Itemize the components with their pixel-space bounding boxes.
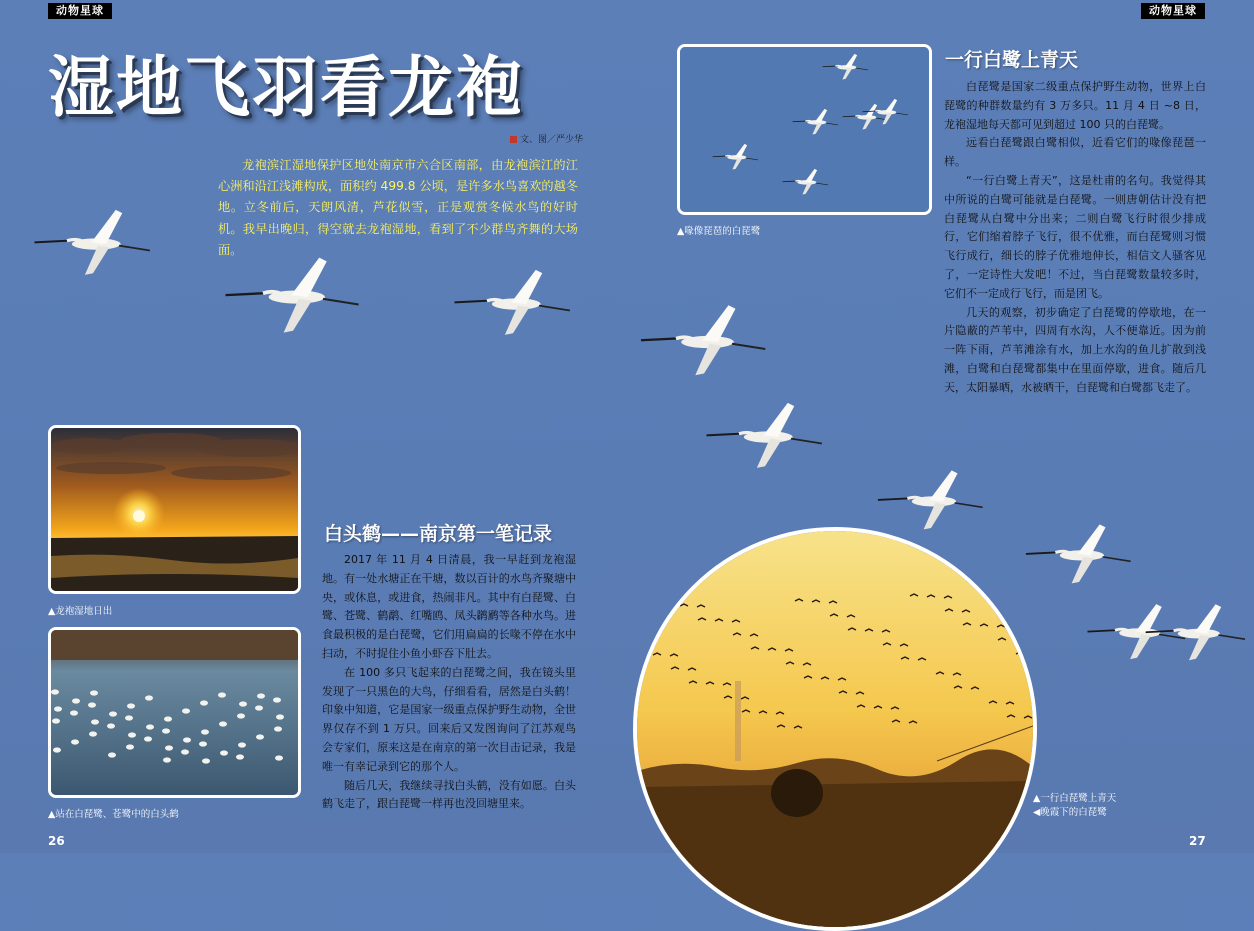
wader-bird-icon — [256, 734, 264, 739]
wader-bird-icon — [52, 718, 60, 723]
section2-body — [944, 78, 1206, 398]
article-credit — [510, 132, 583, 145]
caption-circle-2: ◀晚霞下的白琵鹭 — [1033, 807, 1107, 818]
wader-bird-icon — [237, 713, 245, 718]
caption-spoonbill: ▲喙像琵琶的白琵鹭 — [677, 226, 761, 237]
photo-spoonbill — [677, 44, 932, 215]
wader-bird-icon — [218, 692, 226, 697]
wader-bird-icon — [202, 758, 210, 763]
photo-sunset-circle — [633, 527, 1037, 931]
distant-bird-icon — [679, 591, 687, 593]
spoonbill-bird-icon — [1140, 600, 1252, 666]
wader-bird-icon — [239, 701, 247, 706]
wader-bird-icon — [275, 755, 283, 760]
page-number-left: 26 — [48, 834, 65, 848]
wader-bird-icon — [128, 732, 136, 737]
wader-bird-icon — [89, 731, 97, 736]
wader-bird-icon — [144, 736, 152, 741]
caption-crane: ▲站在白琵鹭、苍鹭中的白头鹤 — [48, 809, 179, 820]
spoonbill-bird-icon — [872, 466, 990, 535]
distant-bird-icon — [662, 590, 670, 592]
wader-bird-icon — [53, 747, 61, 752]
page-number-right: 27 — [1189, 834, 1206, 848]
wader-bird-icon — [163, 757, 171, 762]
section2-paragraph: 几天的观察，初步确定了白琵鹭的停歇地，在一片隐蔽的芦苇中，四周有水沟，人不便靠近。因为前一阵下雨，芦苇滩涂有水，加上水沟的鱼儿扩散到浅滩，白鹭和白琵鹭都集中在里面停歇，进食。随后几天，太阳暴晒，水被晒干，白琵鹭和白鹭都飞走了。 — [944, 305, 1206, 394]
wader-bird-icon — [165, 745, 173, 750]
wader-bird-icon — [107, 723, 115, 728]
wader-bird-icon — [72, 698, 80, 703]
credit-text: 文、图／严少华 — [520, 135, 584, 145]
wader-bird-icon — [126, 744, 134, 749]
section2-paragraph: 远看白琵鹭跟白鹭相似，近看它们的喙像琵琶一样。 — [944, 136, 1206, 169]
section1-heading: 白头鹤——南京第一笔记录 — [324, 523, 553, 545]
wader-bird-icon — [183, 737, 191, 742]
wader-bird-icon — [125, 715, 133, 720]
section-tag-right: 动物星球 — [1141, 3, 1205, 19]
wader-bird-icon — [255, 705, 263, 710]
wader-bird-icon — [238, 742, 246, 747]
article-lead: 龙袍滨江湿地保护区地处南京市六合区南部，由龙袍滨江的江心洲和沿江浅滩构成，面积约 499.8 公顷，是许多水鸟喜欢的越冬地。立冬前后，天朗风清，芦花似雪，正是观赏冬候水鸟的好时机。我早出晚归，得空就去龙袍湿地，看到了不少群鸟齐舞的大场面。 — [218, 158, 578, 257]
wader-bird-icon — [109, 711, 117, 716]
photo-crane — [48, 627, 301, 798]
wader-bird-icon — [182, 708, 190, 713]
sunrise-image — [51, 428, 298, 591]
spoonbill-bird-icon — [448, 265, 578, 341]
wader-bird-icon — [51, 689, 59, 694]
wader-bird-icon — [145, 695, 153, 700]
section1-paragraph: 在 100 多只飞起来的白琵鹭之间，我在镜头里发现了一只黑色的大鸟，仔细看看，居然是白头鹤！印象中知道，它是国家一级重点保护野生动物，全世界仅存不到 1 万只。回来后又发图询问了江苏观鸟会专家们，原来这是在南京的第一次目击记录，我是唯一有幸记录到它的那个人。 — [322, 665, 576, 773]
wader-bird-icon — [146, 724, 154, 729]
article-title: 湿地飞羽看龙袍 — [48, 48, 524, 126]
wader-bird-icon — [273, 697, 281, 702]
wader-bird-icon — [199, 741, 207, 746]
wader-bird-icon — [71, 739, 79, 744]
wader-bird-icon — [127, 703, 135, 708]
spoonbill-bird-icon — [634, 300, 774, 381]
spoonbill-bird-icon — [1020, 520, 1138, 589]
wader-bird-icon — [90, 690, 98, 695]
sunset-flock-image — [637, 531, 1033, 927]
wader-bird-icon — [236, 754, 244, 759]
section1-paragraph: 随后几天，我继续寻找白头鹤，没有如愿。白头鹤飞走了，跟白琵鹭一样再也没回塘里来。 — [322, 778, 576, 811]
spoonbill-image — [680, 47, 929, 212]
wader-bird-icon — [274, 726, 282, 731]
spoonbill-bird-icon — [218, 252, 368, 339]
wader-bird-icon — [257, 693, 265, 698]
photo-sunrise — [48, 425, 301, 594]
credit-dot-icon — [510, 136, 517, 143]
spoonbill-bird-icon — [28, 205, 158, 281]
spoonbill-bird-icon — [700, 398, 830, 474]
wader-bird-icon — [70, 710, 78, 715]
crane-image — [51, 630, 298, 795]
section1-body — [322, 551, 576, 814]
wader-bird-icon — [108, 752, 116, 757]
section2-paragraph: 白琵鹭是国家二级重点保护野生动物，世界上白琵鹭的种群数量约有 3 万多只。11 月 4 日 ~8 日，龙袍湿地每天都可见到超过 100 只的白琵鹭。 — [944, 80, 1206, 131]
wader-bird-icon — [164, 716, 172, 721]
section-tag-left: 动物星球 — [48, 3, 112, 19]
wader-bird-icon — [201, 729, 209, 734]
wader-bird-icon — [219, 721, 227, 726]
wader-bird-icon — [276, 714, 284, 719]
wader-bird-icon — [200, 700, 208, 705]
wader-bird-icon — [220, 750, 228, 755]
wader-bird-icon — [162, 728, 170, 733]
wader-bird-icon — [91, 719, 99, 724]
distant-bird-icon — [645, 589, 653, 591]
distant-bird-icon — [1015, 639, 1023, 641]
caption-circle-1: ▲一行白琵鹭上青天 — [1033, 793, 1117, 804]
wader-bird-icon — [181, 749, 189, 754]
section1-paragraph: 2017 年 11 月 4 日清晨，我一早赶到龙袍湿地。有一处水塘正在干塘，数以百计的水鸟齐聚塘中央，或休息，或进食，热闹非凡。其中有白琵鹭、白鹭、苍鹭、鹤鹬、红嘴鸥、凤头䴙䴘等各种水鸟。进食最积极的是白琵鹭，它们用扁扁的长喙不停在水中扫动，不时捉住小鱼小虾吞下肚去。 — [322, 553, 576, 660]
wader-bird-icon — [88, 702, 96, 707]
caption-sunrise: ▲龙袍湿地日出 — [48, 606, 113, 617]
section2-paragraph: “一行白鹭上青天”，这是杜甫的名句。我觉得其中所说的白鹭可能就是白琵鹭。一则唐朝估计没有把白琵鹭从白鹭中分出来；二则白鹭飞行时很少排成行，它们缩着脖子飞行，很不优雅，而白琵鹭则习惯飞行成行，细长的脖子优雅地伸长，相信文人骚客见了，一定诗性大发吧！不过，当白琵鹭数量较多时，它们不一定成行飞行，而是团飞。 — [944, 173, 1206, 300]
wader-bird-icon — [54, 706, 62, 711]
section2-heading: 一行白鹭上青天 — [945, 49, 1079, 71]
